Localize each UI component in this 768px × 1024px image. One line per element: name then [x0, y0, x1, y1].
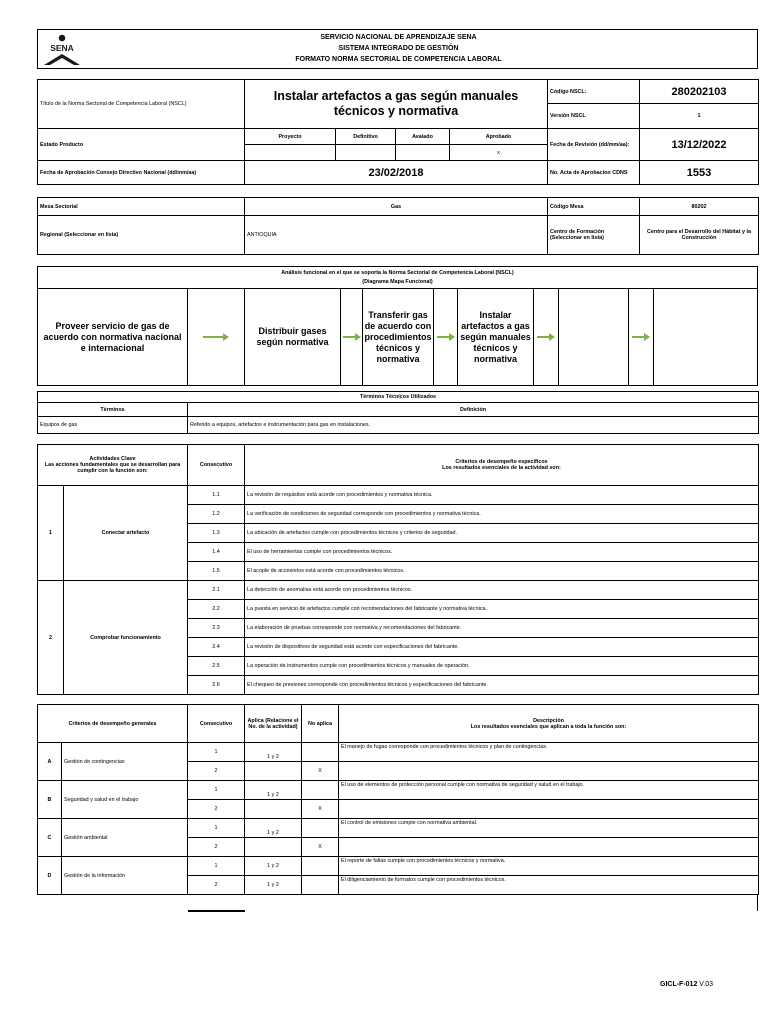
mesa-label: Mesa Sectorial — [38, 198, 245, 216]
activity-name: Comprobar funcionamiento — [64, 581, 188, 695]
codigo-mesa-label: Código Mesa — [548, 198, 640, 216]
activity-criterion: La detección de anomalías está acorde con procedimientos técnicos. — [245, 581, 759, 600]
function-box-4-text: Instalar artefactos a gas según manuales técnicos y normativa — [460, 309, 531, 364]
activity-number: 1 — [38, 486, 64, 581]
functional-map — [37, 266, 758, 386]
general-name: Gestión de la información — [62, 857, 188, 895]
term-name: Equipos de gas — [38, 417, 188, 434]
estado-label: Estado Producto — [38, 129, 245, 161]
general-row — [38, 857, 759, 876]
activity-number: 2 — [38, 581, 64, 695]
document-header — [37, 29, 758, 69]
footer-code — [660, 981, 713, 988]
activities-table — [37, 444, 759, 695]
activities-col2: Consecutivo — [188, 445, 245, 486]
general-col1: Criterios de desempeño generales — [38, 705, 188, 743]
org-line-2: SISTEMA INTEGRADO DE GESTIÓN — [338, 45, 459, 52]
activity-code: 1.4 — [188, 543, 245, 562]
arrow-right-icon — [632, 333, 650, 341]
info-table — [37, 79, 759, 185]
estado-aprobado-mark: x — [450, 145, 548, 161]
function-box-2 — [245, 289, 341, 385]
acta-value: 1553 — [640, 161, 759, 185]
general-description: El uso de elementos de protección personal cumple con normativa de seguridad y salud en el trabajo. — [339, 781, 759, 800]
activity-code: 2.4 — [188, 638, 245, 657]
arrow-1 — [188, 289, 245, 385]
activity-row — [38, 486, 759, 505]
general-consecutivo: 1 — [188, 781, 245, 800]
activities-col3-sub: Los resultados esenciales de la actividad son: — [442, 465, 561, 471]
arrow-right-icon — [343, 333, 361, 341]
org-line-1: SERVICIO NACIONAL DE APRENDIZAJE SENA — [320, 34, 477, 41]
org-line-3: FORMATO NORMA SECTORIAL DE COMPETENCIA LABORAL — [295, 56, 502, 63]
general-description: El control de emisiones cumple con normativa ambiental. — [339, 819, 759, 838]
nscl-title: Instalar artefactos a gas según manuales técnicos y normativa — [245, 80, 548, 129]
arrow-right-icon — [203, 333, 229, 341]
function-box-2-text: Distribuir gases según normativa — [256, 326, 329, 347]
general-letter: B — [38, 781, 62, 819]
activity-code: 2.3 — [188, 619, 245, 638]
activities-col1-sub: Las acciones fundamentales que se desarrollan para cumplir con la función son: — [44, 462, 181, 474]
functional-heading-1: Análisis funcional en el que se soporta la Norma Sectorial de Competencia Laboral (NSCL) — [281, 270, 514, 276]
estado-avalado-cell — [396, 145, 450, 161]
general-description: El diligenciamiento de formatos cumple con procedimientos técnicos. — [339, 876, 759, 895]
general-consecutivo: 1 — [188, 743, 245, 762]
activity-criterion: La revisión de requisitos está acorde con procedimientos y normativa técnica. — [245, 486, 759, 505]
general-aplica: 1 y 2 — [245, 857, 302, 876]
general-no-aplica: X — [302, 762, 339, 781]
version-label: Versión NSCL — [548, 104, 640, 129]
arrow-right-icon — [437, 333, 455, 341]
activity-criterion: La operación de instrumentos cumple con procedimientos técnicos y manuales de operación. — [245, 657, 759, 676]
general-aplica-empty — [245, 762, 302, 781]
function-box-1-text: Proveer servicio de gas de acuerdo con normativa nacional e internacional — [43, 320, 182, 353]
codigo-value: 280202103 — [640, 80, 759, 104]
general-aplica: 1 y 2 — [245, 876, 302, 895]
arrow-3 — [434, 289, 458, 385]
general-no-aplica — [302, 819, 339, 838]
general-description — [339, 800, 759, 819]
regional-label: Regional (Seleccionar en lista) — [38, 216, 245, 255]
general-no-aplica — [302, 857, 339, 876]
general-consecutivo: 1 — [188, 819, 245, 838]
function-box-5 — [559, 289, 629, 385]
general-aplica: 1 y 2 — [245, 743, 302, 762]
logo-text: SENA — [50, 43, 74, 53]
general-no-aplica — [302, 743, 339, 762]
general-consecutivo: 1 — [188, 857, 245, 876]
terms-col-term: Términos — [38, 403, 188, 417]
terms-col-def: Definición — [188, 403, 759, 417]
activity-criterion: La ubicación de artefactos cumple con procedimientos técnicos y criterios de seguridad. — [245, 524, 759, 543]
activity-code: 2.5 — [188, 657, 245, 676]
function-box-4 — [458, 289, 534, 385]
term-definition: Referido a equipos, artefactos e instrumentación para gas en instalaciones. — [188, 417, 759, 434]
fecha-rev-value: 13/12/2022 — [640, 129, 759, 161]
estado-col-aprobado: Aprobado — [450, 129, 548, 145]
estado-definitivo-cell — [336, 145, 396, 161]
general-name: Seguridad y salud en el trabajo — [62, 781, 188, 819]
centro-value: Centro para el Desarrollo del Hábitat y la Construcción — [640, 216, 759, 255]
general-row — [38, 743, 759, 762]
general-row — [38, 819, 759, 838]
activity-code: 1.2 — [188, 505, 245, 524]
version-value: 1 — [640, 104, 759, 129]
footer-version: V.03 — [699, 981, 714, 988]
terms-heading: Términos Técnicos Utilizados — [38, 392, 759, 403]
title-label: Título de la Norma Sectorial de Competencia Laboral (NSCL) — [38, 80, 245, 129]
function-box-3-text: Transferir gas de acuerdo con procedimientos técnicos y normativa — [364, 309, 432, 364]
general-no-aplica — [302, 876, 339, 895]
general-description: El reporte de fallas cumple con procedimientos técnicos y normativa. — [339, 857, 759, 876]
general-col2: Consecutivo — [188, 705, 245, 743]
general-no-aplica: X — [302, 800, 339, 819]
underline-mark — [188, 910, 245, 912]
general-row — [38, 781, 759, 800]
activity-code: 2.2 — [188, 600, 245, 619]
general-no-aplica: X — [302, 838, 339, 857]
activity-code: 1.3 — [188, 524, 245, 543]
general-aplica-empty — [245, 800, 302, 819]
estado-proyecto-cell — [245, 145, 336, 161]
activity-criterion: El chequeo de presiones corresponde con procedimientos técnicos y especificaciones del fabricante. — [245, 676, 759, 695]
general-description: El manejo de fugas corresponde con procedimientos técnicos y plan de contingencias. — [339, 743, 759, 762]
general-col4: No aplica — [302, 705, 339, 743]
general-name: Gestión ambiental — [62, 819, 188, 857]
mesa-table — [37, 197, 759, 255]
general-aplica-empty — [245, 838, 302, 857]
general-col3: Aplica (Relacione el No. de la actividad) — [245, 705, 302, 743]
estado-col-proyecto: Proyecto — [245, 129, 336, 145]
activity-criterion: La elaboración de pruebas corresponde con normativa y recomendaciones del fabricante. — [245, 619, 759, 638]
activity-code: 1.1 — [188, 486, 245, 505]
general-name: Gestión de contingencias — [62, 743, 188, 781]
activities-col3-title: Criterios de desempeño específicos — [455, 459, 548, 465]
activities-col1-title: Actividades Clave — [89, 456, 136, 462]
function-box-6 — [654, 289, 757, 385]
general-description — [339, 838, 759, 857]
activity-criterion: El uso de herramientas cumple con procedimientos técnicos. — [245, 543, 759, 562]
activity-criterion: La puesta en servicio de artefactos cumple con recomendaciones del fabricante y normativa técnica. — [245, 600, 759, 619]
functional-heading-2: (Diagrama Mapa Funcional) — [362, 279, 433, 285]
activity-code: 1.5 — [188, 562, 245, 581]
general-consecutivo: 2 — [188, 762, 245, 781]
codigo-label: Código NSCL: — [548, 80, 640, 104]
function-box-3 — [363, 289, 434, 385]
general-letter: D — [38, 857, 62, 895]
centro-label: Centro de Formación (Seleccionar en lista) — [548, 216, 640, 255]
fecha-aprob-value: 23/02/2018 — [245, 161, 548, 185]
acta-label: No. Acta de Aprobacion CDNS — [548, 161, 640, 185]
regional-value: ANTIOQUIA — [245, 216, 548, 255]
general-consecutivo: 2 — [188, 800, 245, 819]
activity-criterion: El acople de accesorios está acorde con procedimientos técnicos. — [245, 562, 759, 581]
general-aplica: 1 y 2 — [245, 781, 302, 800]
general-col5-title: Descripción — [533, 717, 564, 724]
activity-criterion: La revisión de dispositivos de seguridad está acorde con especificaciones del fabricante. — [245, 638, 759, 657]
right-border-line — [757, 895, 758, 911]
function-box-1 — [38, 289, 188, 385]
general-letter: C — [38, 819, 62, 857]
general-no-aplica — [302, 781, 339, 800]
arrow-5 — [629, 289, 654, 385]
general-col5-sub: Los resultados esenciales que aplican a toda la función son: — [470, 723, 627, 730]
general-aplica: 1 y 2 — [245, 819, 302, 838]
general-consecutivo: 2 — [188, 838, 245, 857]
terms-table — [37, 391, 759, 434]
footer-form-code: GICL-F-012 — [660, 981, 698, 988]
general-letter: A — [38, 743, 62, 781]
activity-criterion: La verificación de condiciones de seguridad corresponde con procedimientos y normativa técnica. — [245, 505, 759, 524]
general-description — [339, 762, 759, 781]
fecha-rev-label: Fecha de Revisión (dd/mm/aa): — [548, 129, 640, 161]
activity-name: Conectar artefacto — [64, 486, 188, 581]
activity-code: 2.6 — [188, 676, 245, 695]
general-criteria-table — [37, 704, 759, 895]
general-consecutivo: 2 — [188, 876, 245, 895]
codigo-mesa-value: 80202 — [640, 198, 759, 216]
activity-row — [38, 581, 759, 600]
mesa-value: Gas — [245, 198, 548, 216]
estado-col-avalado: Avalado — [396, 129, 450, 145]
estado-col-definitivo: Definitivo — [336, 129, 396, 145]
arrow-2 — [341, 289, 363, 385]
fecha-aprob-label: Fecha de Aprobación Consejo Directivo Nacional (dd/mm/aa) — [38, 161, 245, 185]
arrow-right-icon — [537, 333, 555, 341]
arrow-4 — [534, 289, 559, 385]
activity-code: 2.1 — [188, 581, 245, 600]
